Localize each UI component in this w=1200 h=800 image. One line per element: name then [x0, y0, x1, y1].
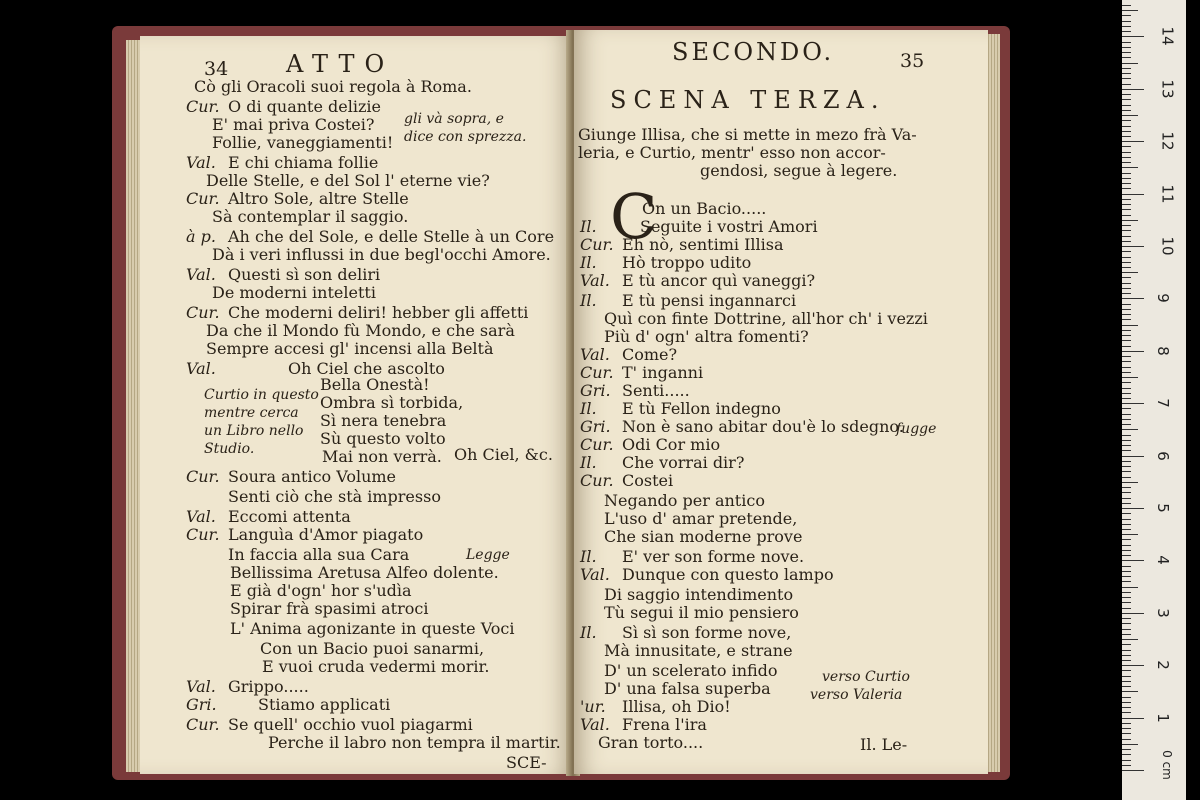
verse-line: Bellissima Aretusa Alfeo dolente. [230, 563, 499, 582]
page-number: 34 [204, 58, 229, 80]
ruler-tick [1122, 419, 1131, 420]
ruler-tick [1122, 435, 1131, 436]
verse-line: Frena l'ira [622, 715, 707, 734]
ruler-tick [1122, 760, 1131, 761]
verse-line: Sì nera tenebra [320, 411, 447, 430]
verse-line: Da che il Mondo fù Mondo, e che sarà [206, 321, 515, 340]
ruler-tick [1122, 765, 1131, 766]
ruler-tick [1122, 367, 1131, 368]
speaker-label: Cur. [186, 303, 220, 322]
verse-line: Che moderni deliri! hebber gli affetti [228, 303, 529, 322]
verse-line: Altro Sole, altre Stelle [228, 189, 409, 208]
ruler-tick [1122, 167, 1138, 168]
speaker-label: Gri. [186, 695, 217, 714]
verse-line: Di saggio intendimento [604, 585, 794, 604]
ruler-tick [1122, 503, 1131, 504]
speaker-label: Val. [580, 715, 610, 734]
ruler-tick [1122, 110, 1131, 111]
verse-line: Più d' ogn' altra fomenti? [604, 327, 809, 346]
verse-line: Sì sì son forme nove, [622, 623, 792, 642]
speaker-label: Gri. [580, 417, 611, 436]
ruler-tick [1122, 618, 1131, 619]
ruler-tick [1122, 639, 1138, 640]
speaker-label: Val. [580, 565, 610, 584]
ruler-tick [1122, 84, 1131, 85]
ruler-tick [1122, 461, 1131, 462]
ruler-tick [1122, 78, 1131, 79]
verse-line: Senti ciò che stà impresso [228, 487, 441, 506]
speaker-label: Gri. [580, 381, 611, 400]
ruler-tick [1122, 105, 1131, 106]
ruler-tick [1122, 608, 1131, 609]
ruler-tick [1122, 42, 1131, 43]
ruler-tick [1122, 377, 1138, 378]
verse-line: Con un Bacio puoi sanarmi, [260, 639, 485, 658]
verse-line: E tù Fellon indegno [622, 399, 781, 418]
page-edges-right [986, 34, 1000, 772]
ruler-tick [1122, 319, 1131, 320]
ruler-tick [1122, 482, 1138, 483]
ruler-tick [1122, 372, 1131, 373]
ruler-tick [1122, 445, 1131, 446]
stage-direction: gendosi, segue à legere. [700, 161, 898, 180]
ruler-tick [1122, 131, 1131, 132]
ruler-tick [1122, 539, 1131, 540]
ruler-tick [1122, 398, 1131, 399]
ruler-tick [1122, 456, 1144, 457]
ruler-tick [1122, 257, 1131, 258]
verse-line: E' ver son forme nove. [622, 547, 805, 566]
ruler-tick [1122, 702, 1131, 703]
ruler-tick [1122, 21, 1131, 22]
stage-direction: gli và sopra, e [404, 111, 504, 127]
ruler-number: 8 [1153, 346, 1172, 356]
ruler-tick [1122, 146, 1131, 147]
stage-direction: Curtio in questo [204, 387, 319, 403]
ruler-tick [1122, 602, 1131, 603]
ruler-tick [1122, 623, 1131, 624]
ruler-tick [1122, 498, 1131, 499]
ruler-tick [1122, 571, 1131, 572]
verse-line: Sù questo volto [320, 429, 446, 448]
verse-line: Dunque con questo lampo [622, 565, 834, 584]
ruler-tick [1122, 57, 1131, 58]
ruler-tick [1122, 251, 1131, 252]
ruler-tick [1122, 293, 1131, 294]
ruler-tick [1122, 529, 1131, 530]
verse-line: Come? [622, 345, 678, 364]
drop-cap: C [610, 180, 658, 253]
ruler-tick [1122, 126, 1131, 127]
ruler-tick [1122, 330, 1131, 331]
ruler-tick [1122, 754, 1131, 755]
ruler-tick [1122, 492, 1131, 493]
ruler-tick [1122, 686, 1131, 687]
ruler-tick [1122, 215, 1131, 216]
ruler-tick [1122, 665, 1144, 666]
stage-direction: fugge [896, 421, 937, 437]
speaker-label: Cur. [186, 525, 220, 544]
speaker-label: Cur. [186, 189, 220, 208]
ruler-tick [1122, 676, 1131, 677]
ruler-tick [1122, 178, 1131, 179]
ruler-tick [1122, 351, 1144, 352]
speaker-label: 'ur. [580, 697, 606, 716]
ruler-tick [1122, 152, 1131, 153]
stage-direction: mentre cerca [204, 405, 299, 421]
verse-line: Se quell' occhio vuol piagarmi [228, 715, 473, 734]
speaker-label: Val. [580, 345, 610, 364]
ruler-tick [1122, 477, 1131, 478]
ruler-tick [1122, 5, 1131, 6]
ruler-tick [1122, 309, 1131, 310]
verse-line: Illisa, oh Dio! [622, 697, 731, 716]
ruler-tick [1122, 304, 1131, 305]
right-page [574, 30, 988, 774]
speaker-label: Cur. [580, 435, 614, 454]
verse-line: O di quante delizie [228, 97, 381, 116]
ruler-tick [1122, 545, 1131, 546]
running-header: ATTO [286, 50, 395, 78]
ruler-tick [1122, 204, 1131, 205]
verse-line: E tù pensi ingannarci [622, 291, 797, 310]
verse-line: Spirar frà spasimi atroci [230, 599, 429, 618]
ruler-number: 6 [1153, 450, 1172, 461]
ruler-tick [1122, 120, 1131, 121]
verse-line: Gran torto.... [598, 733, 704, 752]
verse-line: Mà innusitate, e strane [604, 641, 793, 660]
verse-line: L'uso d' amar pretende, [604, 509, 798, 528]
ruler-tick [1122, 550, 1131, 551]
ruler-tick [1122, 246, 1144, 247]
ruler-tick [1122, 230, 1131, 231]
ruler-tick [1122, 660, 1131, 661]
ruler-tick [1122, 272, 1138, 273]
ruler-tick [1122, 576, 1131, 577]
ruler-number: 4 [1153, 555, 1172, 566]
verse-line: Delle Stelle, e del Sol l' eterne vie? [206, 171, 490, 190]
verse-line: Ombra sì torbida, [320, 393, 464, 412]
ruler-tick [1122, 718, 1144, 719]
verse-line: Quì con finte Dottrine, all'hor ch' i vezzi [604, 309, 928, 328]
ruler-tick [1122, 592, 1131, 593]
ruler-tick [1122, 26, 1131, 27]
ruler-tick [1122, 225, 1131, 226]
speaker-label: Val. [186, 507, 216, 526]
ruler-tick [1122, 89, 1144, 90]
verse-line: Negando per antico [604, 491, 765, 510]
ruler-tick [1122, 99, 1131, 100]
verse-line: Bella Onestà! [320, 375, 430, 394]
speaker-label: Val. [186, 677, 216, 696]
ruler-tick [1122, 183, 1131, 184]
ruler-tick [1122, 346, 1131, 347]
ruler-tick [1122, 650, 1131, 651]
speaker-label: Il. [580, 453, 597, 472]
verse-line: Sà contemplar il saggio. [212, 207, 409, 226]
verse-line: Languìa d'Amor piagato [228, 525, 424, 544]
ruler-tick [1122, 697, 1131, 698]
ruler-tick [1122, 707, 1131, 708]
ruler-number: 2 [1153, 660, 1172, 670]
speaker-label: Il. [580, 623, 597, 642]
speaker-label: Il. [580, 217, 597, 236]
ruler-tick [1122, 581, 1131, 582]
ruler-tick [1122, 471, 1131, 472]
speaker-label: Val. [186, 153, 216, 172]
ruler-tick [1122, 587, 1138, 588]
speaker-label: à p. [186, 227, 216, 246]
ruler-tick [1122, 241, 1131, 242]
ruler-tick [1122, 670, 1131, 671]
stage-direction: leria, e Curtio, mentr' esso non accor- [578, 143, 886, 162]
speaker-label: Il. [580, 253, 597, 272]
verse-line: Che vorrai dir? [622, 453, 745, 472]
ruler-tick [1122, 508, 1144, 509]
ruler-tick [1122, 450, 1131, 451]
ruler-tick [1122, 723, 1131, 724]
verse-line: Oh Ciel che ascolto [288, 359, 445, 378]
stage-direction: Legge [466, 547, 510, 563]
verse-line: D' un scelerato infido [604, 661, 778, 680]
verse-line: Eccomi attenta [228, 507, 351, 526]
ruler-tick [1122, 335, 1131, 336]
ruler-tick [1122, 325, 1138, 326]
ruler-tick [1122, 414, 1131, 415]
speaker-label: Cur. [186, 97, 220, 116]
page-number: 35 [900, 50, 925, 72]
ruler-tick [1122, 728, 1131, 729]
stage-direction: Studio. [204, 441, 255, 457]
speaker-label: Il. [580, 547, 597, 566]
ruler-tick [1122, 288, 1131, 289]
ruler-tick [1122, 10, 1138, 11]
ruler-tick [1122, 94, 1131, 95]
speaker-label: Val. [186, 359, 216, 378]
ruler-tick [1122, 644, 1131, 645]
verse-line: De moderni inteletti [212, 283, 376, 302]
ruler-tick [1122, 534, 1138, 535]
verse-line: Stiamo applicati [258, 695, 391, 714]
scene-title: SCENA TERZA. [610, 86, 886, 114]
ruler-tick [1122, 388, 1131, 389]
speaker-label: Cur. [580, 471, 614, 490]
ruler-tick [1122, 712, 1131, 713]
running-header: SECONDO. [672, 38, 835, 66]
speaker-label: Cur. [580, 235, 614, 254]
ruler-tick [1122, 314, 1131, 315]
ruler-tick [1122, 199, 1131, 200]
ruler-number: 10 [1158, 236, 1177, 256]
ruler-tick [1122, 429, 1138, 430]
ruler-tick [1122, 47, 1131, 48]
ruler-tick [1122, 277, 1131, 278]
ruler-tick [1122, 136, 1131, 137]
ruler-tick [1122, 283, 1131, 284]
ruler-number: 7 [1153, 398, 1172, 408]
verse-line: Dà i veri influssi in due begl'occhi Amore. [212, 245, 551, 264]
ruler-tick [1122, 194, 1144, 195]
ruler-tick [1122, 555, 1131, 556]
ruler-tick [1122, 613, 1144, 614]
ruler-tick [1122, 31, 1131, 32]
ruler-tick [1122, 655, 1131, 656]
ruler-tick [1122, 15, 1131, 16]
ruler-number: 12 [1158, 131, 1177, 151]
verse-line: E già d'ogn' hor s'udìa [230, 581, 412, 600]
ruler-tick [1122, 141, 1144, 142]
verse-line: D' una falsa superba [604, 679, 771, 698]
stage-direction: dice con sprezza. [404, 129, 527, 145]
verse-line: On un Bacio..... [642, 199, 767, 218]
speaker-label: Val. [186, 265, 216, 284]
ruler-tick [1122, 770, 1144, 771]
ruler-tick [1122, 115, 1138, 116]
verse-line: Che sian moderne prove [604, 527, 803, 546]
verse-line: Non è sano abitar dou'è lo sdegno. [622, 417, 904, 436]
verse-line: Seguite i vostri Amori [640, 217, 818, 236]
stage-direction: verso Curtio [822, 669, 910, 685]
ruler-tick [1122, 209, 1131, 210]
verse-line: L' Anima agonizante in queste Voci [230, 619, 515, 638]
ruler-number: 11 [1158, 184, 1177, 204]
ruler-tick [1122, 220, 1138, 221]
ruler-tick [1122, 340, 1131, 341]
ruler-tick [1122, 403, 1144, 404]
ruler-number: 14 [1158, 26, 1177, 46]
ruler-tick [1122, 298, 1144, 299]
ruler-number: 1 [1153, 712, 1172, 723]
verse-line: Tù segui il mio pensiero [604, 603, 799, 622]
speaker-label: Val. [580, 271, 610, 290]
ruler-tick [1122, 733, 1131, 734]
ruler-tick [1122, 597, 1131, 598]
speaker-label: Il. [580, 291, 597, 310]
ruler-tick [1122, 162, 1131, 163]
ruler-tick [1122, 36, 1144, 37]
ruler-tick [1122, 63, 1138, 64]
ruler-number: 9 [1153, 293, 1172, 304]
measuring-ruler [1122, 0, 1186, 800]
ruler-tick [1122, 681, 1131, 682]
ruler-tick [1122, 424, 1131, 425]
ruler-number: 5 [1153, 503, 1172, 513]
refrain-text: Oh Ciel, &c. [454, 445, 553, 464]
verse-line: Ah che del Sole, e delle Stelle à un Core [228, 227, 555, 246]
verse-line: Cò gli Oracoli suoi regola à Roma. [194, 77, 472, 96]
verse-line: E tù ancor quì vaneggi? [622, 271, 816, 290]
ruler-unit-label: 0 cm [1159, 750, 1174, 780]
verse-line: In faccia alla sua Cara [228, 545, 410, 564]
ruler-tick [1122, 408, 1131, 409]
ruler-tick [1122, 519, 1131, 520]
ruler-tick [1122, 691, 1138, 692]
ruler-tick [1122, 466, 1131, 467]
ruler-tick [1122, 382, 1131, 383]
verse-line: Senti..... [622, 381, 690, 400]
verse-line: Soura antico Volume [228, 467, 397, 486]
verse-line: E vuoi cruda vedermi morir. [262, 657, 490, 676]
stage-direction: Giunge Illisa, che si mette in mezo frà Va- [578, 125, 917, 144]
ruler-tick [1122, 188, 1131, 189]
catchword: SCE- [506, 753, 547, 772]
ruler-tick [1122, 744, 1138, 745]
ruler-tick [1122, 629, 1131, 630]
verse-line: Grippo..... [228, 677, 309, 696]
ruler-tick [1122, 173, 1131, 174]
ruler-tick [1122, 52, 1131, 53]
verse-line: Costei [622, 471, 674, 490]
ruler-tick [1122, 487, 1131, 488]
ruler-tick [1122, 68, 1131, 69]
ruler-number: 13 [1158, 79, 1177, 99]
speaker-label: Cur. [186, 467, 220, 486]
ruler-tick [1122, 262, 1131, 263]
ruler-tick [1122, 356, 1131, 357]
ruler-tick [1122, 267, 1131, 268]
verse-line: Eh nò, sentimi Illisa [622, 235, 784, 254]
ruler-tick [1122, 560, 1144, 561]
ruler-tick [1122, 513, 1131, 514]
ruler-tick [1122, 393, 1131, 394]
verse-line: E chi chiama follie [228, 153, 379, 172]
ruler-tick [1122, 634, 1131, 635]
speaker-label: Il. [580, 399, 597, 418]
verse-line: Mai non verrà. [322, 447, 442, 466]
stage-direction: verso Valeria [810, 687, 903, 703]
left-page [140, 36, 572, 774]
ruler-tick [1122, 361, 1131, 362]
ruler-tick [1122, 440, 1131, 441]
speaker-label: Cur. [580, 363, 614, 382]
stage-direction: un Libro nello [204, 423, 304, 439]
ruler-tick [1122, 73, 1131, 74]
ruler-tick [1122, 566, 1131, 567]
verse-line: Odi Cor mio [622, 435, 721, 454]
ruler-tick [1122, 236, 1131, 237]
verse-line: Sempre accesi gl' incensi alla Beltà [206, 339, 494, 358]
catchword: Il. Le- [860, 735, 908, 754]
speaker-label: Cur. [186, 715, 220, 734]
ruler-tick [1122, 749, 1131, 750]
verse-line: Hò troppo udito [622, 253, 752, 272]
ruler-tick [1122, 524, 1131, 525]
verse-line: Follie, vaneggiamenti! [212, 133, 394, 152]
ruler-number: 3 [1153, 608, 1172, 618]
verse-line: Perche il labro non tempra il martir. [268, 733, 561, 752]
verse-line: T' inganni [622, 363, 704, 382]
verse-line: E' mai priva Costei? [212, 115, 375, 134]
ruler-tick [1122, 157, 1131, 158]
ruler-tick [1122, 739, 1131, 740]
verse-line: Questi sì son deliri [228, 265, 381, 284]
